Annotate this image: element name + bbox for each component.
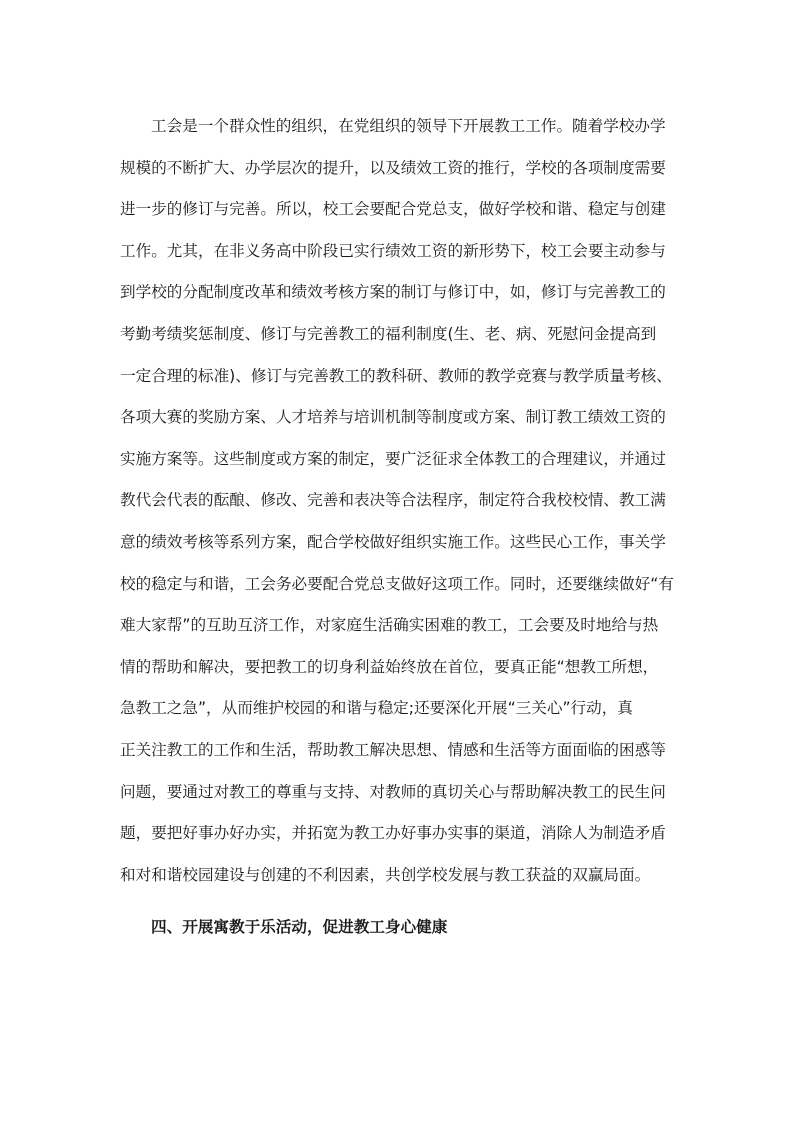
paragraph-line: 题，要把好事办好办实，并拓宽为教工办好事办实事的渠道，消除人为制造矛盾: [120, 824, 666, 843]
paragraph-line: 考勤考绩奖惩制度、修订与完善教工的福利制度(生、老、病、死慰问金提高到: [120, 324, 657, 343]
paragraph-line: 意的绩效考核等系列方案，配合学校做好组织实施工作。这些民心工作，事关学: [120, 532, 666, 551]
paragraph-line: 各项大赛的奖励方案、人才培养与培训机制等制度或方案、制订教工绩效工资的: [120, 408, 666, 427]
body-paragraph: [120, 106, 680, 896]
paragraph-line: 实施方案等。这些制度或方案的制定，要广泛征求全体教工的合理建议，并通过: [120, 449, 666, 468]
paragraph-line: 和对和谐校园建设与创建的不利因素，共创学校发展与教工获益的双赢局面。: [120, 865, 651, 884]
paragraph-line: 进一步的修订与完善。所以，校工会要配合党总支，做好学校和谐、稳定与创建: [120, 200, 666, 219]
section-heading: 四、开展寓教于乐活动，促进教工身心健康: [151, 918, 448, 936]
paragraph-line: 到学校的分配制度改革和绩效考核方案的制订与修订中，如，修订与完善教工的: [120, 283, 666, 302]
paragraph-line: 急教工之急”，从而维护校园的和谐与稳定;还要深化开展“三关心”行动，真: [120, 699, 633, 718]
paragraph-line: 规模的不断扩大、办学层次的提升，以及绩效工资的推行，学校的各项制度需要: [120, 158, 666, 177]
paragraph-line: 正关注教工的工作和生活，帮助教工解决思想、情感和生活等方面面临的困惑等: [120, 740, 666, 759]
paragraph-line: 一定合理的标准)、修订与完善教工的教科研、教师的教学竞赛与教学质量考核、: [120, 366, 672, 385]
paragraph-line: 工作。尤其，在非义务高中阶段已实行绩效工资的新形势下，校工会要主动参与: [120, 241, 666, 260]
paragraph-line: 校的稳定与和谐，工会务必要配合党总支做好这项工作。同时，还要继续做好“有: [120, 574, 674, 593]
paragraph-line: 情的帮助和解决，要把教工的切身利益始终放在首位，要真正能“想教工所想，: [120, 657, 659, 676]
paragraph-line: 问题，要通过对教工的尊重与支持、对教师的真切关心与帮助解决教工的民生问: [120, 782, 666, 801]
paragraph-line: 教代会代表的酝酿、修改、完善和表决等合法程序，制定符合我校校情、教工满: [120, 491, 666, 510]
paragraph-line: 工会是一个群众性的组织，在党组织的领导下开展教工工作。随着学校办学: [151, 117, 666, 135]
paragraph-line: 难大家帮”的互助互济工作，对家庭生活确实困难的教工，工会要及时地给与热: [120, 616, 659, 635]
